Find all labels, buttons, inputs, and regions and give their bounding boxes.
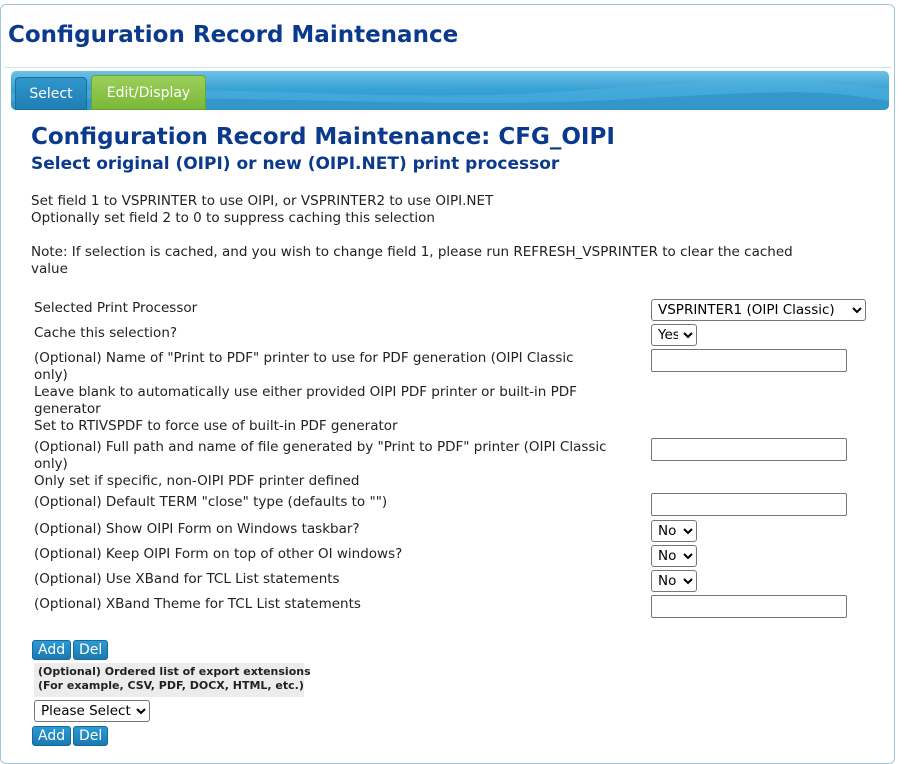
on-top-label-text: (Optional) Keep OIPI Form on top of other OI windows? xyxy=(34,546,403,562)
on-top-label xyxy=(34,546,634,563)
export-extensions-label-line: (For example, CSV, PDF, DOCX, HTML, etc.) xyxy=(38,679,304,692)
cache-label xyxy=(34,325,634,342)
description-text xyxy=(31,193,861,227)
page-subtitle: Select original (OIPI) or new (OIPI.NET) print processor xyxy=(31,154,560,174)
delete-extension-button[interactable]: Del xyxy=(73,726,108,746)
cache-select[interactable] xyxy=(651,324,697,346)
xband-label-text: (Optional) Use XBand for TCL List statements xyxy=(34,571,340,587)
term-close-label-text: (Optional) Default TERM "close" type (defaults to "") xyxy=(34,494,388,510)
tab-bar xyxy=(11,71,889,110)
description-line: Optionally set field 2 to 0 to suppress caching this selection xyxy=(31,210,435,226)
pdf-file-label-line: only) xyxy=(34,456,68,472)
tab-select[interactable]: Select xyxy=(15,77,87,110)
note-text xyxy=(31,244,861,278)
delete-button[interactable]: Del xyxy=(73,640,108,660)
term-close-label xyxy=(34,494,634,511)
xband-select[interactable] xyxy=(651,570,697,592)
pdf-printer-input[interactable] xyxy=(651,349,847,372)
pdf-file-label-line: Only set if specific, non-OIPI PDF printer defined xyxy=(34,473,360,489)
print-processor-select[interactable] xyxy=(651,299,866,321)
pdf-printer-label-line: (Optional) Name of "Print to PDF" printer to use for PDF generation (OIPI Classic xyxy=(34,350,574,366)
export-extensions-label xyxy=(34,663,311,697)
pdf-file-label-line: (Optional) Full path and name of file generated by "Print to PDF" printer (OIPI Classic xyxy=(34,439,607,455)
on-top-select[interactable] xyxy=(651,545,697,567)
term-close-input[interactable] xyxy=(651,493,847,516)
note-line: value xyxy=(31,261,68,277)
pdf-file-input[interactable] xyxy=(651,438,847,461)
cache-label-text: Cache this selection? xyxy=(34,325,178,341)
pdf-printer-label-line: Set to RTIVSPDF to force use of built-in PDF generator xyxy=(34,418,398,434)
add-extension-button[interactable]: Add xyxy=(32,726,71,746)
print-processor-label-text: Selected Print Processor xyxy=(34,300,198,316)
tab-edit-display[interactable]: Edit/Display xyxy=(91,75,206,110)
title-divider xyxy=(4,67,891,68)
xband-label xyxy=(34,571,634,588)
pdf-printer-label-line: only) xyxy=(34,367,68,383)
xband-theme-input[interactable] xyxy=(651,595,847,618)
export-extensions-select[interactable] xyxy=(34,700,150,722)
xband-theme-label xyxy=(34,596,634,613)
export-extensions-label-line: (Optional) Ordered list of export extensions xyxy=(38,665,311,678)
add-button[interactable]: Add xyxy=(32,640,71,660)
description-line: Set field 1 to VSPRINTER to use OIPI, or VSPRINTER2 to use OIPI.NET xyxy=(31,193,494,209)
xband-theme-label-text: (Optional) XBand Theme for TCL List statements xyxy=(34,596,361,612)
taskbar-label xyxy=(34,521,634,538)
pdf-printer-label-line: Leave blank to automatically use either provided OIPI PDF printer or built-in PDF xyxy=(34,384,577,400)
taskbar-select[interactable] xyxy=(651,520,697,542)
note-line: Note: If selection is cached, and you wish to change field 1, please run REFRESH_VSPRINTER to clear the cached xyxy=(31,244,793,260)
pdf-printer-label-line: generator xyxy=(34,401,101,417)
app-title: Configuration Record Maintenance xyxy=(8,22,459,48)
page-title: Configuration Record Maintenance: CFG_OIPI xyxy=(31,124,615,150)
print-processor-label xyxy=(34,300,634,317)
pdf-printer-label xyxy=(34,350,634,435)
pdf-file-label xyxy=(34,439,634,490)
taskbar-label-text: (Optional) Show OIPI Form on Windows taskbar? xyxy=(34,521,360,537)
